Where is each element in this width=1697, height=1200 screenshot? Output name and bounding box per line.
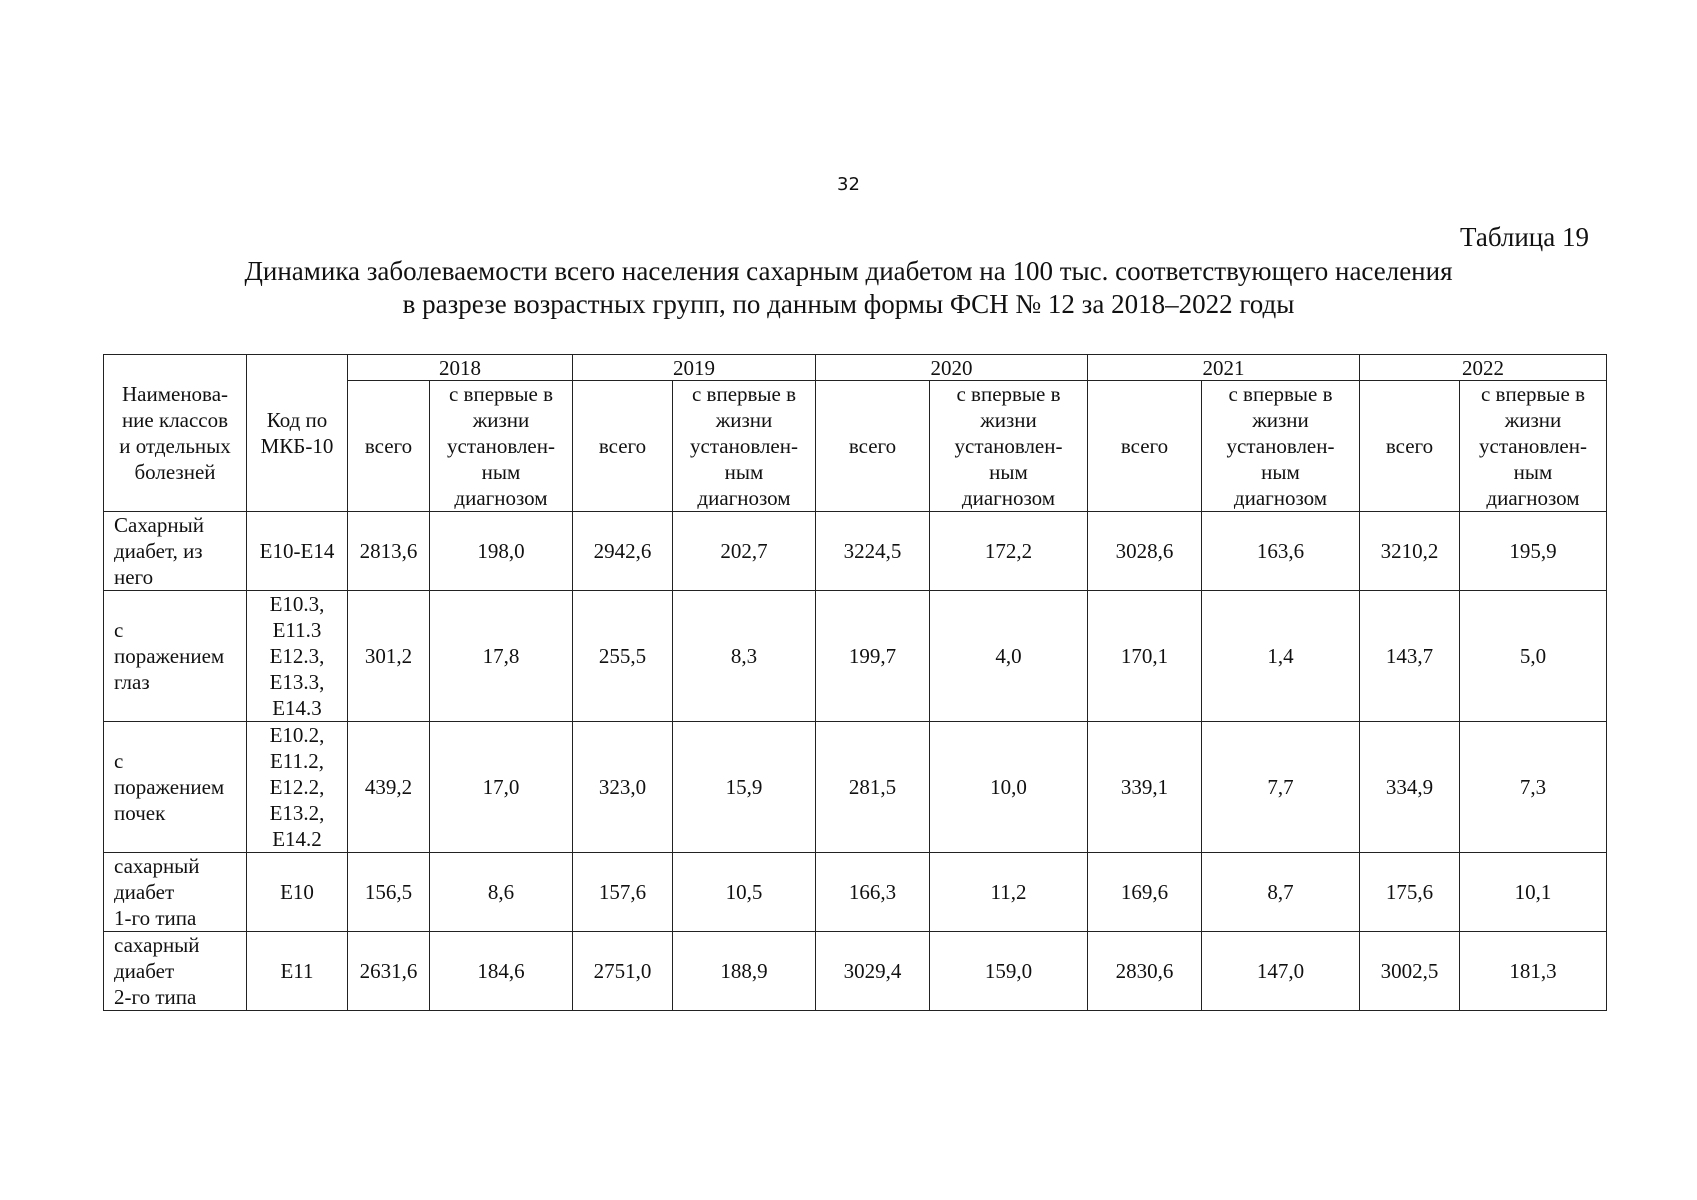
header-year: 2020 xyxy=(816,355,1088,381)
value-new-diagnosis-cell: 7,3 xyxy=(1460,722,1607,853)
header-new-diagnosis-line: с впервые в xyxy=(1228,382,1333,406)
header-new-diagnosis-line: жизни xyxy=(715,408,773,432)
disease-name-line: 2-го типа xyxy=(114,985,197,1009)
value-total-cell: 2830,6 xyxy=(1088,932,1202,1011)
page-number: 32 xyxy=(837,174,860,195)
value-total-cell: 199,7 xyxy=(816,591,930,722)
header-new-diagnosis-line: диагнозом xyxy=(454,486,548,510)
header-new-diagnosis-line: с впервые в xyxy=(1480,382,1586,406)
value-new-diagnosis-cell: 8,7 xyxy=(1202,853,1360,932)
header-year: 2019 xyxy=(573,355,816,381)
header-new-diagnosis xyxy=(930,381,1088,512)
disease-name-line: почек xyxy=(114,801,166,825)
header-new-diagnosis-line: диагнозом xyxy=(697,486,791,510)
header-name-col xyxy=(104,355,247,512)
disease-name-line: поражением xyxy=(114,775,225,799)
table-row xyxy=(104,853,1607,932)
table-title xyxy=(0,255,1697,321)
disease-name-cell xyxy=(104,591,247,722)
table-title-line-1: Динамика заболеваемости всего населения сахарным диабетом на 100 тыс. соответствующего населения xyxy=(244,256,1453,286)
header-new-diagnosis-line: ным xyxy=(1513,460,1553,484)
header-new-diagnosis-line: установлен- xyxy=(1226,434,1335,458)
value-total-cell: 2942,6 xyxy=(573,512,673,591)
icd-code-cell xyxy=(247,932,348,1011)
disease-name-line: диабет xyxy=(114,959,175,983)
value-total-cell: 301,2 xyxy=(348,591,430,722)
icd-code-cell xyxy=(247,722,348,853)
icd-code-cell xyxy=(247,512,348,591)
header-name-line: и отдельных xyxy=(119,434,231,458)
icd-code-cell xyxy=(247,591,348,722)
header-new-diagnosis-line: диагнозом xyxy=(1233,486,1328,510)
header-new-diagnosis xyxy=(1202,381,1360,512)
value-total-cell: 3029,4 xyxy=(816,932,930,1011)
value-new-diagnosis-cell: 11,2 xyxy=(930,853,1088,932)
header-name-line: Наименова- xyxy=(121,382,229,406)
disease-name-cell xyxy=(104,512,247,591)
table-row xyxy=(104,512,1607,591)
icd-code-line: Е12.2, xyxy=(269,775,325,799)
header-new-diagnosis-line: жизни xyxy=(980,408,1037,432)
value-new-diagnosis-cell: 4,0 xyxy=(930,591,1088,722)
header-year: 2022 xyxy=(1360,355,1607,381)
header-new-diagnosis-line: диагнозом xyxy=(961,486,1056,510)
value-new-diagnosis-cell: 195,9 xyxy=(1460,512,1607,591)
disease-name-cell xyxy=(104,853,247,932)
value-total-cell: 175,6 xyxy=(1360,853,1460,932)
value-total-cell: 166,3 xyxy=(816,853,930,932)
header-year: 2018 xyxy=(348,355,573,381)
value-total-cell: 3210,2 xyxy=(1360,512,1460,591)
icd-code-line: Е12.3, xyxy=(269,644,325,668)
disease-name-line: с xyxy=(114,749,124,773)
header-new-diagnosis xyxy=(430,381,573,512)
value-new-diagnosis-cell: 202,7 xyxy=(673,512,816,591)
header-new-diagnosis-line: установлен- xyxy=(954,434,1063,458)
value-total-cell: 334,9 xyxy=(1360,722,1460,853)
header-new-diagnosis-line: установлен- xyxy=(1479,434,1587,458)
header-new-diagnosis-line: жизни xyxy=(472,408,530,432)
table-title-line-2: в разрезе возрастных групп, по данным формы ФСН № 12 за 2018–2022 годы xyxy=(402,289,1295,319)
value-new-diagnosis-cell: 188,9 xyxy=(673,932,816,1011)
icd-code-line: Е10.3, xyxy=(269,592,325,616)
disease-name-line: с xyxy=(114,618,124,642)
header-new-diagnosis-line: ным xyxy=(1261,460,1300,484)
header-new-diagnosis xyxy=(673,381,816,512)
incidence-table xyxy=(103,354,1607,1011)
disease-name-line: диабет, из xyxy=(114,539,203,563)
header-name-line: ние классов xyxy=(121,408,229,432)
header-new-diagnosis xyxy=(1460,381,1607,512)
value-total-cell: 339,1 xyxy=(1088,722,1202,853)
disease-name-cell xyxy=(104,932,247,1011)
icd-code-line: Е13.3, xyxy=(269,670,325,694)
header-code-col xyxy=(247,355,348,512)
header-new-diagnosis-line: с впервые в xyxy=(956,382,1061,406)
header-code-line: Код по xyxy=(266,408,328,432)
value-total-cell: 281,5 xyxy=(816,722,930,853)
value-new-diagnosis-cell: 17,0 xyxy=(430,722,573,853)
value-total-cell: 169,6 xyxy=(1088,853,1202,932)
disease-name-line: сахарный xyxy=(114,933,200,957)
header-new-diagnosis-line: жизни xyxy=(1252,408,1309,432)
header-year: 2021 xyxy=(1088,355,1360,381)
value-new-diagnosis-cell: 10,1 xyxy=(1460,853,1607,932)
value-new-diagnosis-cell: 181,3 xyxy=(1460,932,1607,1011)
icd-code-line: Е14.2 xyxy=(272,827,322,851)
value-total-cell: 156,5 xyxy=(348,853,430,932)
value-new-diagnosis-cell: 159,0 xyxy=(930,932,1088,1011)
value-new-diagnosis-cell: 1,4 xyxy=(1202,591,1360,722)
icd-code-line: Е11 xyxy=(280,959,314,983)
header-new-diagnosis-line: с впервые в xyxy=(691,382,797,406)
value-new-diagnosis-cell: 10,5 xyxy=(673,853,816,932)
value-new-diagnosis-cell: 15,9 xyxy=(673,722,816,853)
header-new-diagnosis-line: с впервые в xyxy=(448,382,554,406)
value-new-diagnosis-cell: 172,2 xyxy=(930,512,1088,591)
icd-code-line: Е14.3 xyxy=(272,696,322,720)
header-code-line: МКБ-10 xyxy=(260,434,334,458)
header-new-diagnosis-line: ным xyxy=(481,460,521,484)
icd-code-line: Е13.2, xyxy=(269,801,325,825)
disease-name-line: Сахарный xyxy=(114,513,204,537)
header-name-line: болезней xyxy=(134,460,216,484)
header-new-diagnosis-line: жизни xyxy=(1504,408,1562,432)
header-total: всего xyxy=(816,381,930,512)
value-new-diagnosis-cell: 184,6 xyxy=(430,932,573,1011)
value-new-diagnosis-cell: 147,0 xyxy=(1202,932,1360,1011)
value-new-diagnosis-cell: 8,6 xyxy=(430,853,573,932)
header-new-diagnosis-line: ным xyxy=(724,460,764,484)
value-total-cell: 3002,5 xyxy=(1360,932,1460,1011)
disease-name-line: сахарный xyxy=(114,854,200,878)
table-row xyxy=(104,932,1607,1011)
value-new-diagnosis-cell: 198,0 xyxy=(430,512,573,591)
value-total-cell: 143,7 xyxy=(1360,591,1460,722)
icd-code-line: Е11.2, xyxy=(269,749,325,773)
header-new-diagnosis-line: установлен- xyxy=(447,434,555,458)
value-new-diagnosis-cell: 10,0 xyxy=(930,722,1088,853)
value-new-diagnosis-cell: 163,6 xyxy=(1202,512,1360,591)
disease-name-line: поражением xyxy=(114,644,225,668)
value-total-cell: 439,2 xyxy=(348,722,430,853)
value-new-diagnosis-cell: 7,7 xyxy=(1202,722,1360,853)
value-total-cell: 2631,6 xyxy=(348,932,430,1011)
value-new-diagnosis-cell: 5,0 xyxy=(1460,591,1607,722)
header-total: всего xyxy=(573,381,673,512)
header-new-diagnosis-line: диагнозом xyxy=(1486,486,1580,510)
icd-code-line: Е10.2, xyxy=(269,723,325,747)
icd-code-line: Е10-Е14 xyxy=(259,539,335,563)
icd-code-cell xyxy=(247,853,348,932)
header-total: всего xyxy=(348,381,430,512)
header-row-years xyxy=(104,355,1607,381)
header-total: всего xyxy=(1360,381,1460,512)
disease-name-line: глаз xyxy=(114,670,150,694)
header-total: всего xyxy=(1088,381,1202,512)
icd-code-line: Е10 xyxy=(280,880,314,904)
header-new-diagnosis-line: установлен- xyxy=(690,434,798,458)
disease-name-line: 1-го типа xyxy=(114,906,197,930)
table-caption: Таблица 19 xyxy=(1460,222,1589,252)
value-total-cell: 170,1 xyxy=(1088,591,1202,722)
value-total-cell: 157,6 xyxy=(573,853,673,932)
value-new-diagnosis-cell: 17,8 xyxy=(430,591,573,722)
value-total-cell: 323,0 xyxy=(573,722,673,853)
value-total-cell: 3028,6 xyxy=(1088,512,1202,591)
icd-code-line: Е11.3 xyxy=(272,618,322,642)
value-total-cell: 2813,6 xyxy=(348,512,430,591)
disease-name-cell xyxy=(104,722,247,853)
value-total-cell: 2751,0 xyxy=(573,932,673,1011)
table-row xyxy=(104,722,1607,853)
value-total-cell: 255,5 xyxy=(573,591,673,722)
value-new-diagnosis-cell: 8,3 xyxy=(673,591,816,722)
disease-name-line: него xyxy=(114,565,154,589)
disease-name-line: диабет xyxy=(114,880,175,904)
value-total-cell: 3224,5 xyxy=(816,512,930,591)
header-new-diagnosis-line: ным xyxy=(989,460,1028,484)
table-row xyxy=(104,591,1607,722)
table-body xyxy=(104,512,1607,1011)
